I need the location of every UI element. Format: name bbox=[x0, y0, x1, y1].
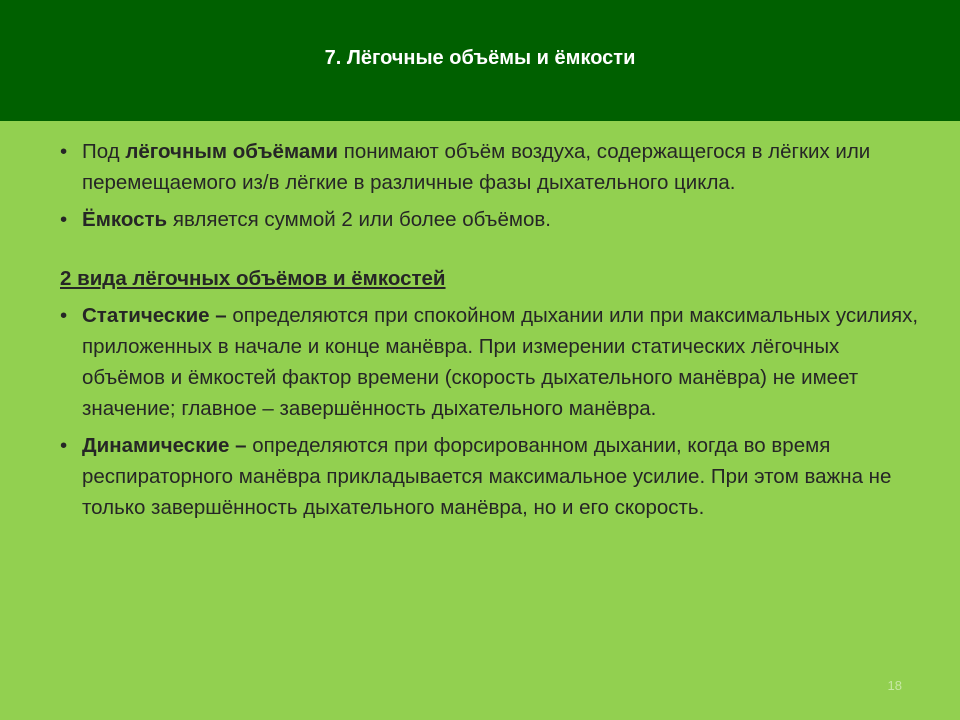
bullet-icon: • bbox=[60, 208, 68, 231]
definition-term: лёгочным объёмами bbox=[125, 140, 339, 163]
definition-prefix: Под bbox=[82, 140, 126, 163]
definition-item-volume bbox=[60, 136, 920, 198]
bullet-icon: • bbox=[60, 140, 68, 163]
page-number: 18 bbox=[887, 678, 902, 693]
type-text: определяются при форсированном дыхании, когда во время респираторного манёвра прикладывается максимальное усилие. При этом важна не только завершённость дыхательного манёвра, но и его скорость. bbox=[82, 434, 892, 519]
type-text: определяются при спокойном дыхании или при максимальных усилиях, приложенных в начале и конце манёвра. При измерении статических лёгочных объёмов и ёмкостей фактор времени (скорость дыхательного манёвра) не имеет значение; главное – завершённость дыхательного манёвра. bbox=[82, 304, 919, 420]
definition-text: является суммой 2 или более объёмов. bbox=[167, 208, 551, 231]
definition-item-capacity bbox=[60, 204, 920, 235]
definition-text: понимают объём воздуха, содержащегося в лёгких или перемещаемого из/в лёгкие в различные фазы дыхательного цикла. bbox=[82, 140, 871, 194]
section-heading: 2 вида лёгочных объёмов и ёмкостей bbox=[60, 267, 446, 290]
type-item-static bbox=[60, 300, 920, 424]
type-term: Динамические – bbox=[82, 434, 247, 457]
slide-content bbox=[60, 136, 920, 529]
type-item-dynamic bbox=[60, 430, 920, 523]
bullet-icon: • bbox=[60, 304, 68, 327]
definition-term: Ёмкость bbox=[82, 208, 168, 231]
type-term: Статические – bbox=[82, 304, 227, 327]
slide-title: 7. Лёгочные объёмы и ёмкости bbox=[324, 47, 636, 69]
slide-header bbox=[0, 0, 960, 121]
bullet-icon: • bbox=[60, 434, 68, 457]
